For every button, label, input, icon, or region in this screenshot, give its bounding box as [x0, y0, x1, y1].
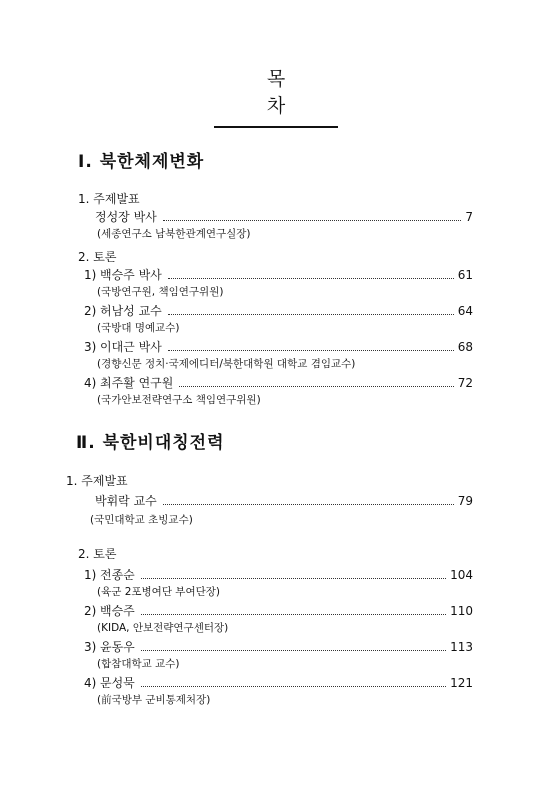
toc-entry[interactable] [84, 674, 473, 691]
entry-name: 허남성 교수 [100, 304, 162, 318]
dot-leader [141, 614, 446, 615]
entry-page: 79 [457, 494, 473, 508]
entry-number: 4) [84, 376, 97, 390]
entry-page: 64 [457, 304, 473, 318]
entry-page: 7 [465, 210, 473, 224]
entry-number: 3) [84, 640, 97, 654]
entry-number: 1) [84, 268, 97, 282]
entry-affiliation: (국방연구원, 책임연구위원) [97, 286, 224, 298]
entry-name: 최주활 연구원 [100, 376, 174, 390]
dot-leader [168, 350, 454, 351]
toc-entry[interactable] [84, 602, 473, 619]
discussion-heading-2: 2. 토론 [78, 547, 117, 561]
entry-name: 박휘락 교수 [95, 494, 157, 508]
entry-affiliation: (국방대 명예교수) [97, 322, 180, 334]
entry-name: 전종순 [100, 568, 135, 582]
dot-leader [141, 686, 446, 687]
section-heading-2: Ⅱ. 북한비대칭전력 [76, 433, 225, 453]
entry-affiliation: (前국방부 군비통제처장) [97, 694, 211, 706]
entry-affiliation: (경향신문 정치·국제에디터/북한대학원 대학교 겸임교수) [97, 358, 356, 370]
entry-name: 이대근 박사 [100, 340, 162, 354]
entry-affiliation: (KIDA, 안보전략연구센터장) [97, 622, 229, 634]
entry-affiliation: (합참대학교 교수) [97, 658, 180, 670]
toc-entry[interactable] [95, 492, 473, 509]
presentation-heading-1: 1. 주제발표 [78, 192, 140, 206]
entry-affiliation: (국민대학교 초빙교수) [90, 514, 193, 526]
toc-entry[interactable] [84, 566, 473, 583]
entry-name: 문성묵 [100, 676, 135, 690]
entry-affiliation: (육군 2포병여단 부여단장) [97, 586, 220, 598]
toc-entry[interactable] [84, 302, 473, 319]
toc-entry[interactable] [84, 374, 473, 391]
entry-page: 110 [450, 604, 473, 618]
presentation-heading-2: 1. 주제발표 [66, 474, 128, 488]
entry-number: 4) [84, 676, 97, 690]
entry-page: 121 [450, 676, 473, 690]
entry-number: 2) [84, 304, 97, 318]
toc-entry[interactable] [84, 338, 473, 355]
entry-page: 68 [457, 340, 473, 354]
entry-number: 1) [84, 568, 97, 582]
dot-leader [141, 650, 446, 651]
dot-leader [141, 578, 446, 579]
dot-leader [168, 314, 454, 315]
entry-number: 3) [84, 340, 97, 354]
dot-leader [179, 386, 453, 387]
entry-name: 백승주 [100, 604, 135, 618]
section-heading-1: Ⅰ. 북한체제변화 [78, 152, 205, 172]
toc-entry[interactable] [84, 638, 473, 655]
toc-entry[interactable] [84, 266, 473, 283]
toc-entry[interactable] [95, 208, 473, 225]
dot-leader [163, 220, 462, 221]
entry-page: 72 [457, 376, 473, 390]
entry-page: 113 [450, 640, 473, 654]
entry-name: 윤동우 [100, 640, 135, 654]
entry-page: 61 [457, 268, 473, 282]
entry-affiliation: (국가안보전략연구소 책임연구위원) [97, 394, 261, 406]
entry-page: 104 [450, 568, 473, 582]
entry-affiliation: (세종연구소 남북한관계연구실장) [97, 228, 251, 240]
toc-title-wrap [0, 64, 552, 128]
dot-leader [163, 504, 454, 505]
discussion-heading-1: 2. 토론 [78, 250, 117, 264]
dot-leader [168, 278, 454, 279]
toc-title: 목 차 [214, 64, 338, 128]
entry-name: 정성장 박사 [95, 210, 157, 224]
entry-name: 백승주 박사 [100, 268, 162, 282]
entry-number: 2) [84, 604, 97, 618]
